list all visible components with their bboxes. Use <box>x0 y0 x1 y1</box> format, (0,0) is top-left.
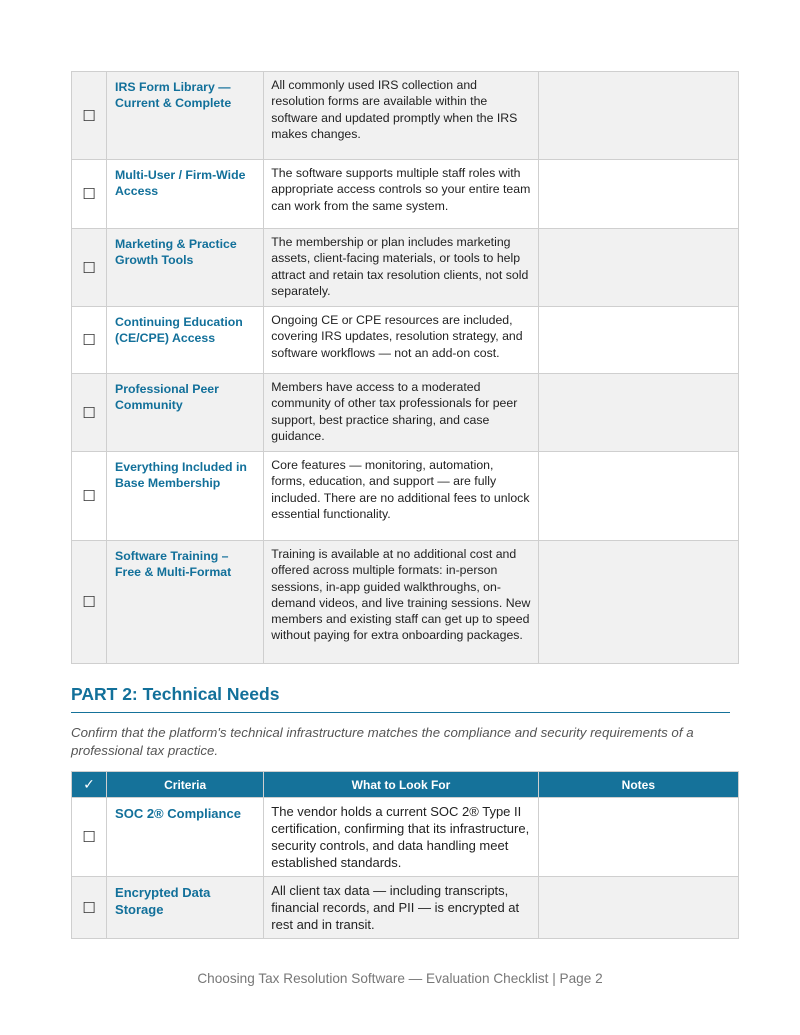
notes-cell[interactable] <box>538 307 738 374</box>
criteria-cell: Continuing Education (CE/CPE) Access <box>107 307 264 374</box>
checklist-table-part2 <box>71 771 739 939</box>
checkbox[interactable]: ☐ <box>72 229 107 307</box>
checkbox[interactable]: ☐ <box>72 374 107 452</box>
look-for-cell: All client tax data — including transcripts, financial records, and PII — is encrypted at rest and in transit. <box>264 877 538 939</box>
table-row <box>72 374 739 452</box>
section-title: PART 2: Technical Needs <box>71 684 280 704</box>
criteria-cell: Marketing & Practice Growth Tools <box>107 229 264 307</box>
criteria-cell: Encrypted Data Storage <box>107 877 264 939</box>
checklist-table-part1 <box>71 71 739 664</box>
table-row <box>72 452 739 541</box>
check-column-header: ✓ <box>72 772 107 798</box>
look-for-cell: Ongoing CE or CPE resources are included, covering IRS updates, resolution strategy, and software workflows — not an add-on cost. <box>264 307 538 374</box>
table-row <box>72 877 739 939</box>
checkbox[interactable]: ☐ <box>72 307 107 374</box>
checkbox[interactable]: ☐ <box>72 452 107 541</box>
table-row <box>72 229 739 307</box>
checkbox[interactable]: ☐ <box>72 160 107 229</box>
notes-cell[interactable] <box>538 452 738 541</box>
table-row <box>72 72 739 160</box>
checkbox[interactable]: ☐ <box>72 541 107 664</box>
notes-cell[interactable] <box>538 229 738 307</box>
page-footer: Choosing Tax Resolution Software — Evaluation Checklist | Page 2 <box>197 971 603 986</box>
table-row <box>72 307 739 374</box>
notes-column-header: Notes <box>538 772 738 798</box>
notes-cell[interactable] <box>538 798 738 877</box>
criteria-cell: Multi-User / Firm-Wide Access <box>107 160 264 229</box>
section-divider <box>71 712 730 713</box>
checkbox[interactable]: ☐ <box>72 72 107 160</box>
notes-cell[interactable] <box>538 72 738 160</box>
table-row <box>72 541 739 664</box>
checkbox[interactable]: ☐ <box>72 798 107 877</box>
criteria-cell: Professional Peer Community <box>107 374 264 452</box>
notes-cell[interactable] <box>538 541 738 664</box>
notes-cell[interactable] <box>538 160 738 229</box>
table-row <box>72 160 739 229</box>
look-for-cell: The vendor holds a current SOC 2® Type II certification, confirming that its infrastructure, security controls, and data handling meet established standards. <box>264 798 538 877</box>
look-for-column-header: What to Look For <box>264 772 538 798</box>
look-for-cell: The software supports multiple staff roles with appropriate access controls so your entire team can work from the same system. <box>264 160 538 229</box>
look-for-cell: Training is available at no additional cost and offered across multiple formats: in-person sessions, in-app guided walkthroughs, on-demand videos, and live training sessions. New members and existing staff can get up to speed without paying for extra onboarding packages. <box>264 541 538 664</box>
look-for-cell: Members have access to a moderated community of other tax professionals for peer support, best practice sharing, and case guidance. <box>264 374 538 452</box>
checkbox[interactable]: ☐ <box>72 877 107 939</box>
table-row <box>72 798 739 877</box>
notes-cell[interactable] <box>538 877 738 939</box>
criteria-cell: SOC 2® Compliance <box>107 798 264 877</box>
table-header-row <box>72 772 739 798</box>
criteria-cell: IRS Form Library — Current & Complete <box>107 72 264 160</box>
criteria-cell: Everything Included in Base Membership <box>107 452 264 541</box>
notes-cell[interactable] <box>538 374 738 452</box>
section-intro: Confirm that the platform's technical infrastructure matches the compliance and security requirements of a professional tax practice. <box>71 725 694 759</box>
criteria-column-header: Criteria <box>107 772 264 798</box>
look-for-cell: All commonly used IRS collection and resolution forms are available within the software and updated promptly when the IRS makes changes. <box>264 72 538 160</box>
look-for-cell: Core features — monitoring, automation, forms, education, and support — are fully included. There are no additional fees to unlock essential functionality. <box>264 452 538 541</box>
look-for-cell: The membership or plan includes marketing assets, client-facing materials, or tools to help attract and retain tax resolution clients, not sold separately. <box>264 229 538 307</box>
criteria-cell: Software Training – Free & Multi-Format <box>107 541 264 664</box>
